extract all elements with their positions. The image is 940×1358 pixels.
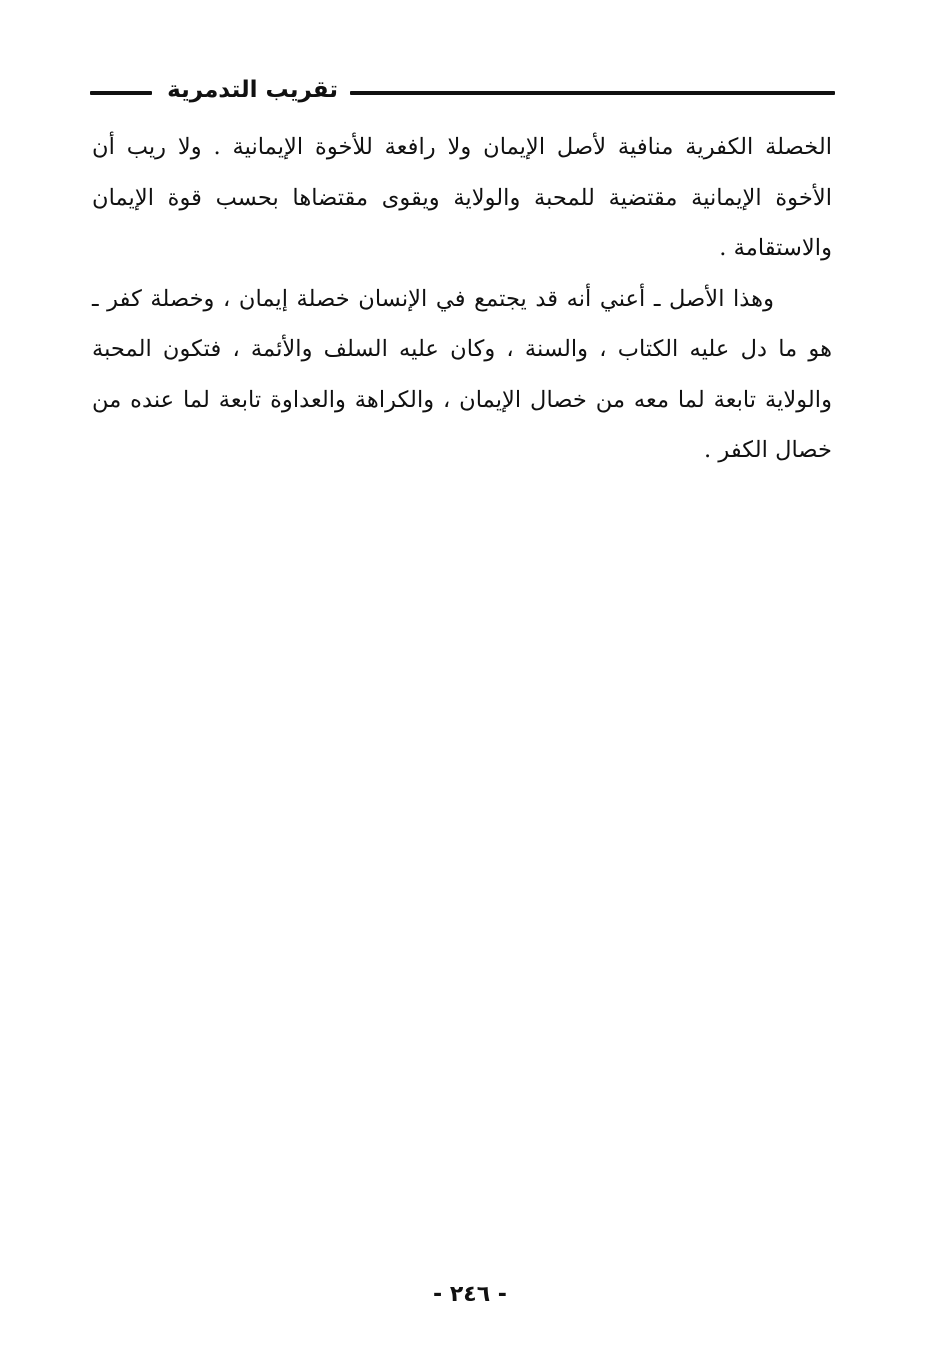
header-rule-right <box>350 91 835 95</box>
header-rule-left <box>90 91 152 95</box>
page-number: - ٢٤٦ - <box>433 1282 507 1307</box>
paragraph-1: الخصلة الكفرية منافية لأصل الإيمان ولا رافعة للأخوة الإيمانية . ولا ريب أن الأخوة الإيمانية مقتضية للمحبة والولاية ويقوى مقتضاها بحسب قوة الإيمان والاستقامة . <box>92 134 832 261</box>
running-header <box>90 68 835 112</box>
paragraph-2: وهذا الأصل ـ أعني أنه قد يجتمع في الإنسان خصلة إيمان ، وخصلة كفر ـ هو ما دل عليه الكتاب ، والسنة ، وكان عليه السلف والأئمة ، فتكون المحبة والولاية تابعة لما معه من خصال الإيمان ، والكراهة والعداوة تابعة لما عنده من خصال الكفر . <box>92 285 832 463</box>
header-title: تقريب التدمرية <box>167 77 338 103</box>
body-text <box>92 122 832 476</box>
